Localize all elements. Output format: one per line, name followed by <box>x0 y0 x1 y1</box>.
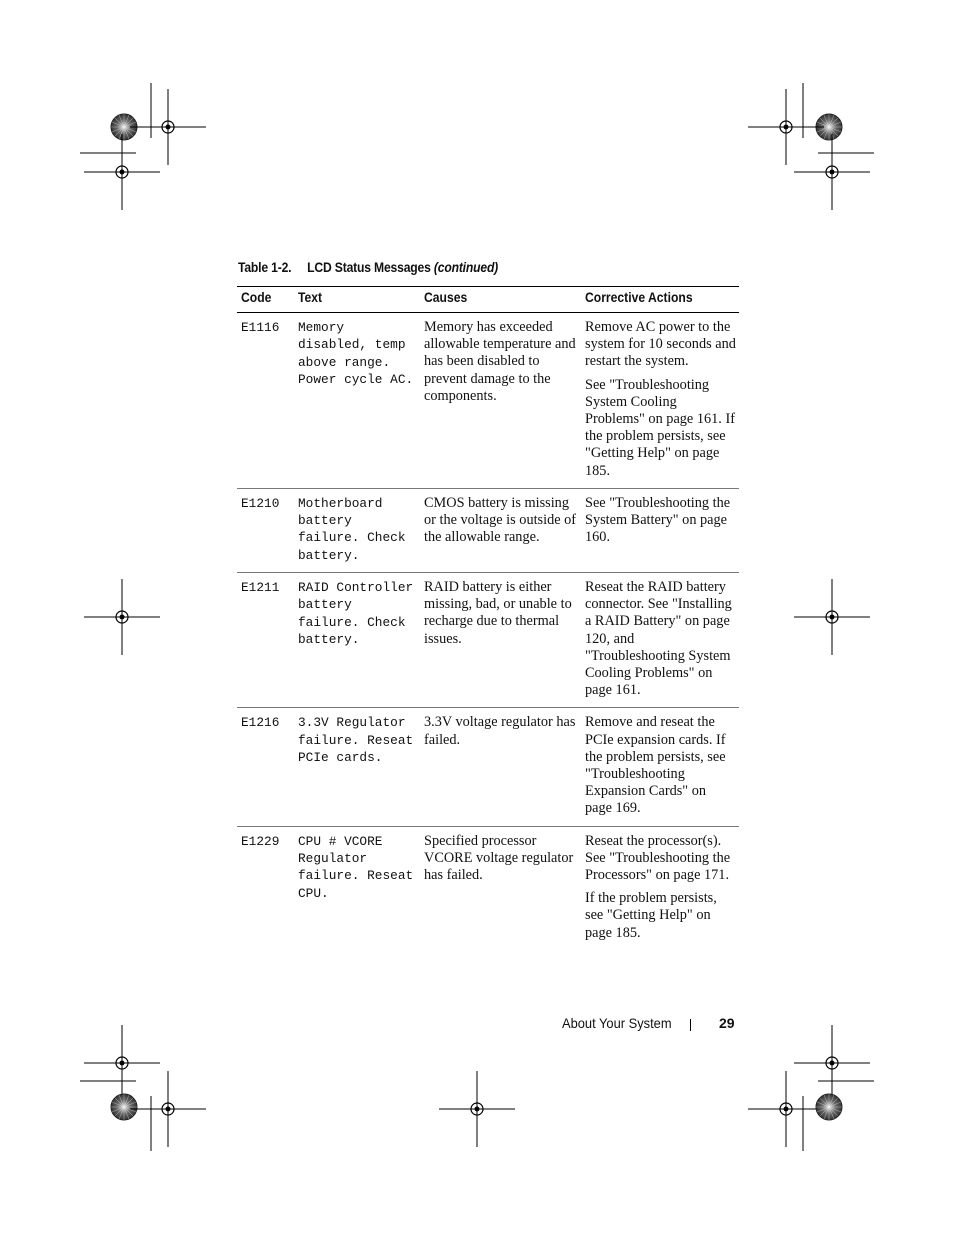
action-paragraph: Remove and reseat the PCIe expansion cards. If the problem persists, see "Troubleshooting Expansion Cards" on page 169. <box>585 714 726 817</box>
crosshair-icon <box>84 579 160 655</box>
crosshair-icon <box>794 579 870 655</box>
table-row <box>237 826 739 950</box>
action-cell <box>581 488 739 572</box>
text-cell: Motherboard battery failure. Check battery. <box>294 488 420 572</box>
crosshair-icon <box>748 89 824 165</box>
color-bar-icon <box>816 1094 842 1120</box>
table-caption <box>238 260 498 275</box>
footer-divider <box>690 1019 691 1031</box>
column-header-text: Text <box>294 287 420 313</box>
code-cell: E1210 <box>237 488 294 572</box>
cause-cell: Memory has exceeded allowable temperature and has been disabled to prevent damage to the components. <box>420 313 581 489</box>
cause-cell: CMOS battery is missing or the voltage is outside of the allowable range. <box>420 488 581 572</box>
table-number: Table 1-2. <box>238 260 292 275</box>
action-paragraph: Reseat the processor(s). See "Troubleshooting the Processors" on page 171. <box>585 832 731 884</box>
table-row <box>237 573 739 708</box>
action-paragraph: Remove AC power to the system for 10 seconds and restart the system. <box>585 319 736 370</box>
action-paragraph: If the problem persists, see "Getting Help" on page 185. <box>585 890 717 941</box>
color-bar-icon <box>111 1094 137 1120</box>
table-header-row <box>237 287 739 313</box>
action-cell <box>581 573 739 708</box>
crosshair-icon <box>84 1025 160 1101</box>
column-header-causes: Causes <box>420 287 581 313</box>
action-cell <box>581 826 739 950</box>
action-cell <box>581 708 739 826</box>
footer-section-title: About Your System <box>562 1015 672 1031</box>
page-number: 29 <box>719 1015 735 1031</box>
action-paragraph: See "Troubleshooting System Cooling Problems" on page 161. If the problem persists, see "Getting Help" on page 185. <box>585 376 735 479</box>
table-row <box>237 488 739 572</box>
crosshair-icon <box>84 134 160 210</box>
text-cell: Memory disabled, temp above range. Power cycle AC. <box>294 313 420 489</box>
code-cell: E1229 <box>241 833 280 849</box>
table-continued-label: (continued) <box>433 260 499 275</box>
crosshair-icon <box>130 89 206 165</box>
action-paragraph: See "Troubleshooting the System Battery" on page 160. <box>585 494 731 546</box>
text-cell: RAID Controller battery failure. Check battery. <box>294 573 420 708</box>
column-header-corrective-actions: Corrective Actions <box>581 287 739 313</box>
action-paragraph: Reseat the RAID battery connector. See "Installing a RAID Battery" on page 120, and "Troubleshooting System Cooling Problems" on page 161. <box>585 579 732 699</box>
code-cell: E1211 <box>237 573 294 708</box>
crosshair-icon <box>794 134 870 210</box>
crosshair-icon <box>439 1071 515 1147</box>
text-cell: 3.3V Regulator failure. Reseat PCIe cards. <box>294 708 420 826</box>
code-cell: E1116 <box>237 313 294 489</box>
table-row <box>237 313 739 489</box>
column-header-code: Code <box>237 287 294 313</box>
crosshair-icon <box>748 1071 824 1147</box>
cause-cell: RAID battery is either missing, bad, or unable to recharge due to thermal issues. <box>420 573 581 708</box>
crosshair-icon <box>794 1025 870 1101</box>
crosshair-icon <box>130 1071 206 1147</box>
code-cell: E1216 <box>237 708 294 826</box>
table-row <box>237 708 739 826</box>
lcd-status-messages-table <box>237 286 739 950</box>
text-cell: CPU # VCORE Regulator failure. Reseat CPU. <box>298 833 414 901</box>
cause-cell: 3.3V voltage regulator has failed. <box>420 708 581 826</box>
action-cell <box>581 313 739 489</box>
cause-cell: Specified processor VCORE voltage regulator has failed. <box>424 832 574 884</box>
table-title: LCD Status Messages <box>307 260 431 275</box>
